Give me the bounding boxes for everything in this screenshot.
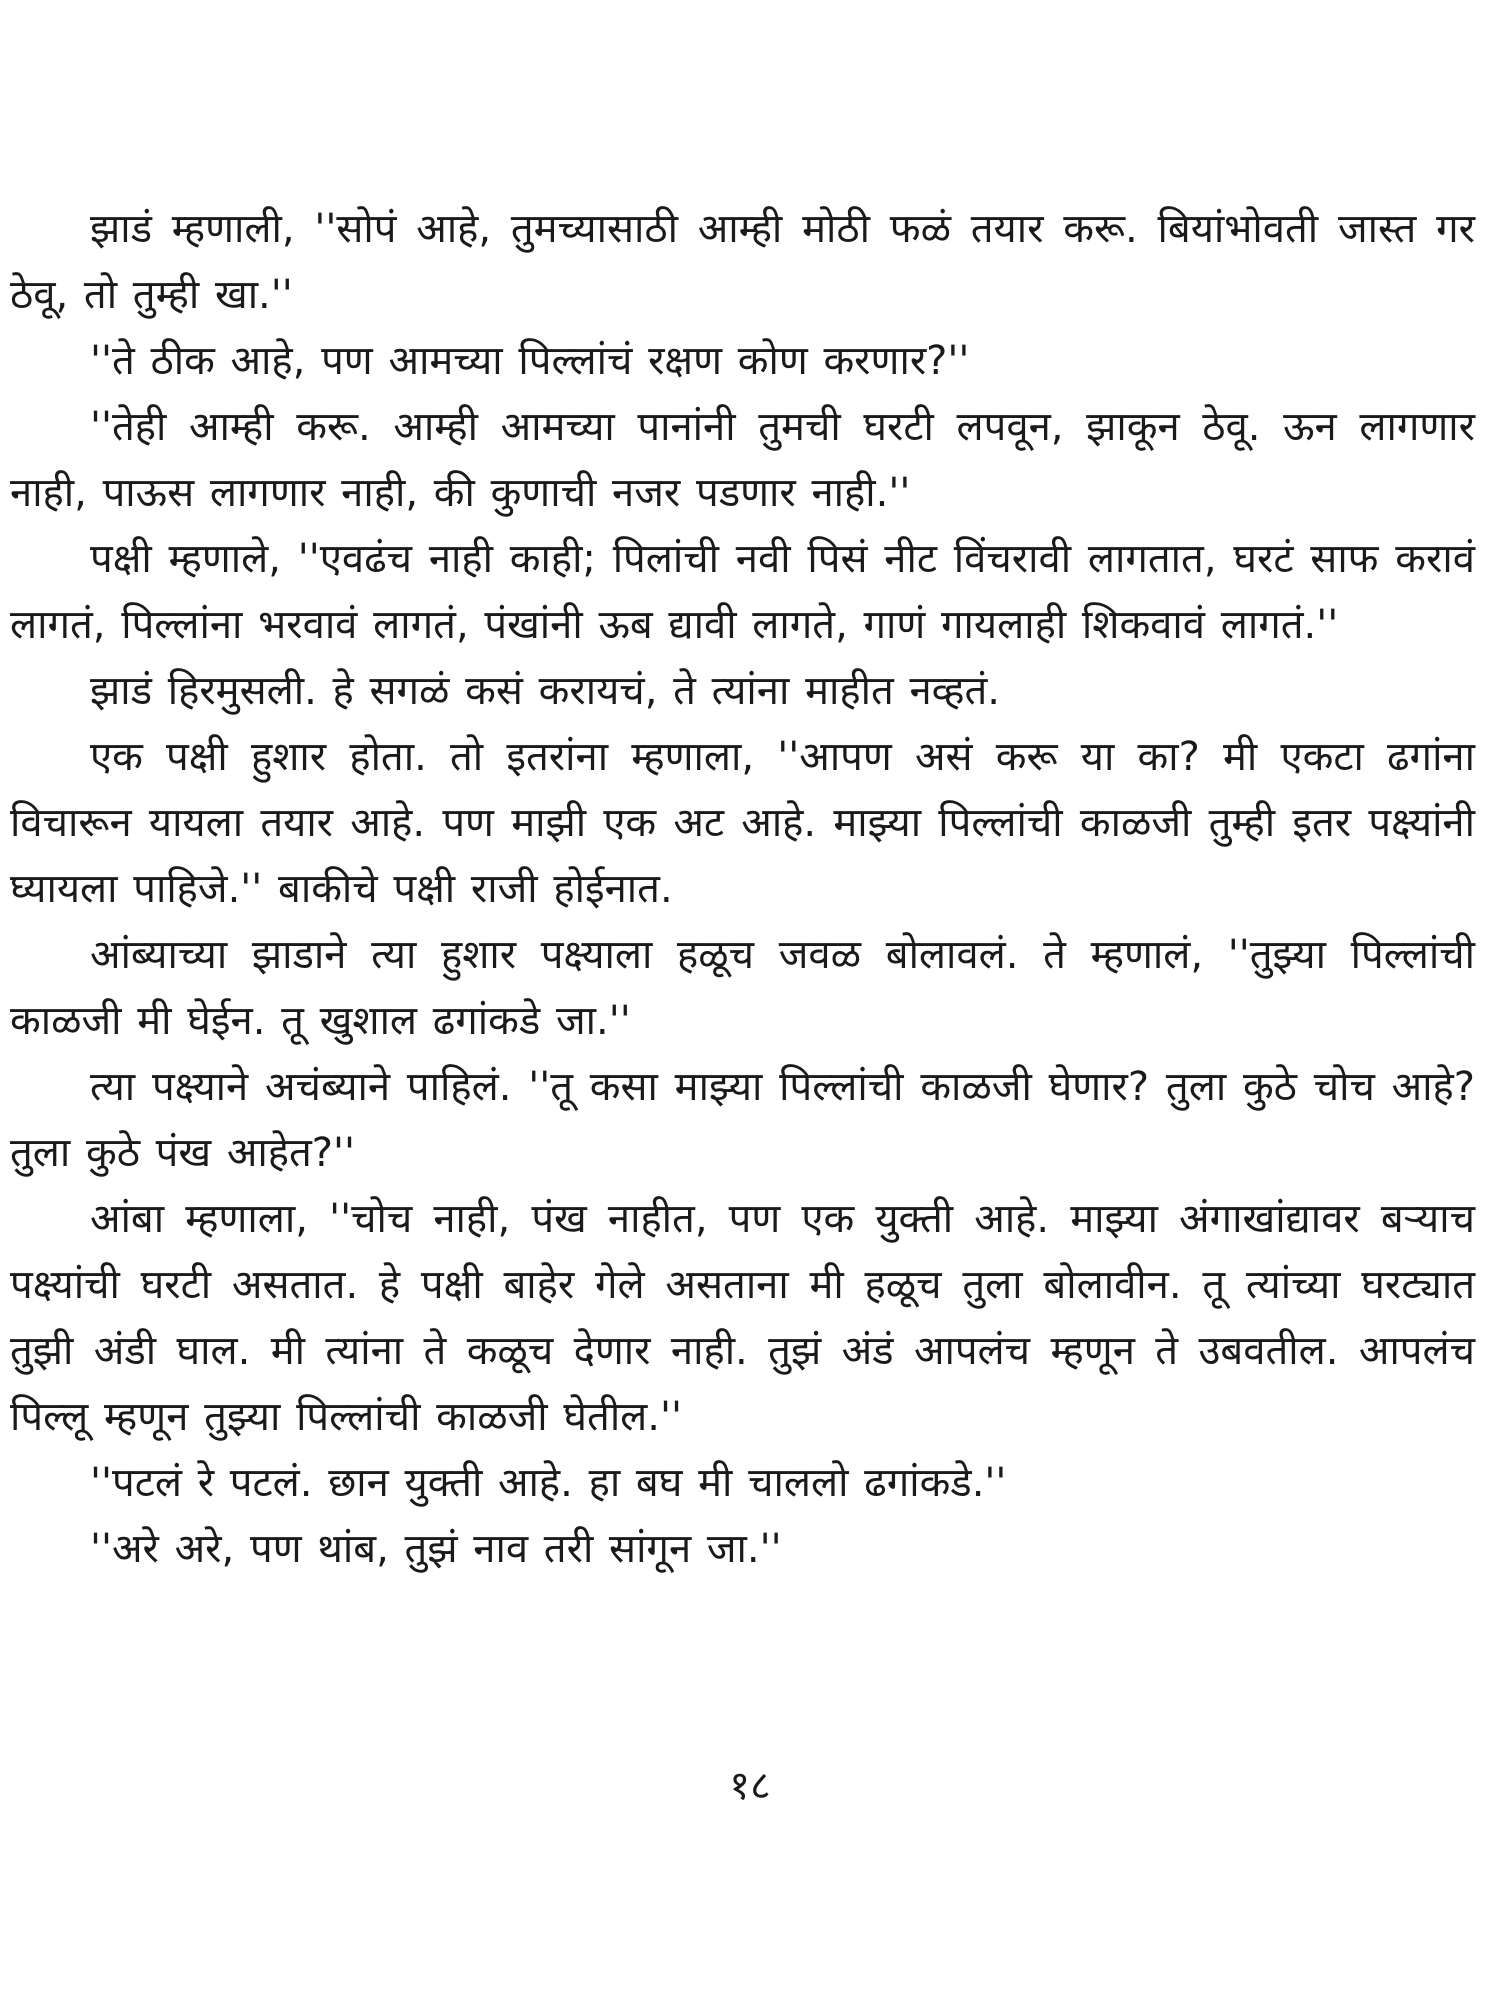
paragraph: झाडं हिरमुसली. हे सगळं कसं करायचं, ते त्यांना माहीत नव्हतं.	[90, 668, 1000, 714]
story-text	[10, 196, 1475, 1582]
paragraph: आंबा म्हणाला, ''चोच नाही, पंख नाहीत, पण एक युक्ती आहे. माझ्या अंगाखांद्यावर बऱ्याच पक्ष्यांची घरटी असतात. हे पक्षी बाहेर गेले असताना मी हळूच तुला बोलावीन. तू त्यांच्या घरट्यात तुझी अंडी घाल. मी त्यांना ते कळूच देणार नाही. तुझं अंडं आपलंच म्हणून ते उबवतील. आपलंच पिल्लू म्हणून तुझ्या पिल्लांची काळजी घेतील.''	[10, 1196, 1475, 1440]
paragraph: ''अरे अरे, पण थांब, तुझं नाव तरी सांगून जा.''	[90, 1526, 782, 1572]
paragraph: एक पक्षी हुशार होता. तो इतरांना म्हणाला, ''आपण असं करू या का? मी एकटा ढगांना विचारून यायला तयार आहे. पण माझी एक अट आहे. माझ्या पिल्लांची काळजी तुम्ही इतर पक्ष्यांनी घ्यायला पाहिजे.'' बाकीचे पक्षी राजी होईनात.	[10, 734, 1475, 912]
paragraph: झाडं म्हणाली, ''सोपं आहे, तुमच्यासाठी आम्ही मोठी फळं तयार करू. बियांभोवती जास्त गर ठेवू, तो तुम्ही खा.''	[10, 206, 1475, 318]
paragraph: ''पटलं रे पटलं. छान युक्ती आहे. हा बघ मी चाललो ढगांकडे.''	[90, 1460, 1007, 1506]
paragraph: पक्षी म्हणाले, ''एवढंच नाही काही; पिलांची नवी पिसं नीट विंचरावी लागतात, घरटं साफ करावं लागतं, पिल्लांना भरवावं लागतं, पंखांनी ऊब द्यावी लागते, गाणं गायलाही शिकवावं लागतं.''	[10, 536, 1475, 648]
paragraph: त्या पक्ष्याने अचंब्याने पाहिलं. ''तू कसा माझ्या पिल्लांची काळजी घेणार? तुला कुठे चोच आहे? तुला कुठे पंख आहेत?''	[10, 1064, 1475, 1176]
page-number: १८	[729, 1763, 771, 1809]
paragraph: आंब्याच्या झाडाने त्या हुशार पक्ष्याला हळूच जवळ बोलावलं. ते म्हणालं, ''तुझ्या पिल्लांची काळजी मी घेईन. तू खुशाल ढगांकडे जा.''	[10, 932, 1475, 1044]
paragraph: ''ते ठीक आहे, पण आमच्या पिल्लांचं रक्षण कोण करणार?''	[90, 338, 970, 384]
paragraph: ''तेही आम्ही करू. आम्ही आमच्या पानांनी तुमची घरटी लपवून, झाकून ठेवू. ऊन लागणार नाही, पाऊस लागणार नाही, की कुणाची नजर पडणार नाही.''	[10, 404, 1475, 516]
